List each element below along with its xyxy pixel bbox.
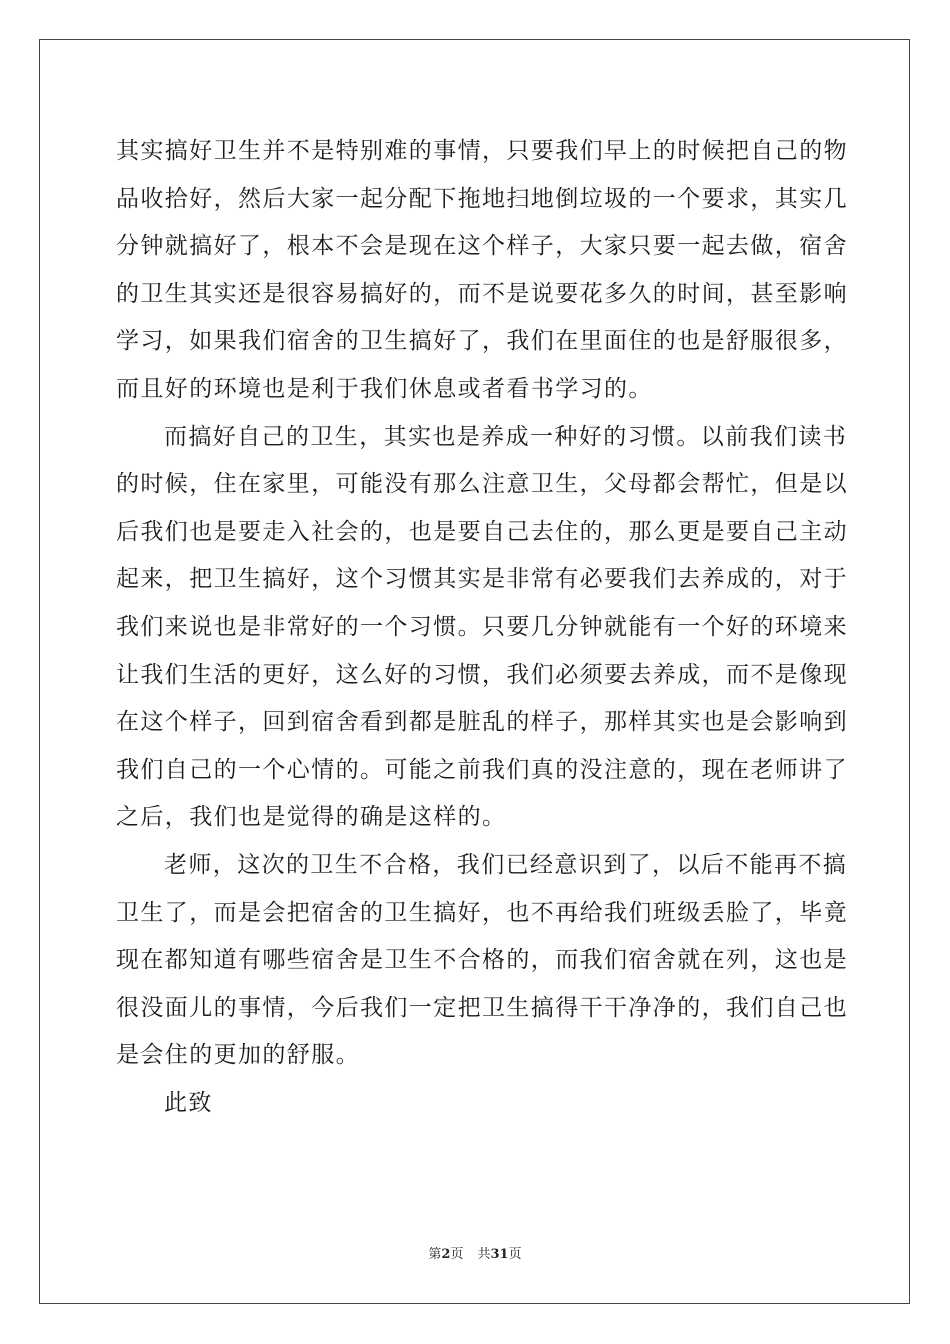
text-line: 我们来说也是非常好的一个习惯。只要几分钟就能有一个好的环境来	[116, 613, 848, 640]
page-suffix: 页	[450, 1247, 464, 1262]
page-current: 2	[441, 1247, 451, 1262]
text-line: 品收拾好，然后大家一起分配下拖地扫地倒垃圾的一个要求，其实几	[116, 185, 848, 212]
page-prefix: 第	[428, 1247, 442, 1262]
text-line: 卫生了，而是会把宿舍的卫生搞好，也不再给我们班级丢脸了，毕竟	[116, 899, 848, 926]
text-line: 很没面儿的事情，今后我们一定把卫生搞得干干净净的，我们自己也	[116, 994, 848, 1021]
text-line: 其实搞好卫生并不是特别难的事情，只要我们早上的时候把自己的物	[116, 138, 848, 164]
paragraph-first-line: 而搞好自己的卫生，其实也是养成一种好的习惯。以前我们读书	[164, 423, 848, 450]
text-line: 是会住的更加的舒服。	[116, 1042, 360, 1069]
total-suffix: 页	[508, 1247, 522, 1262]
text-line: 我们自己的一个心情的。可能之前我们真的没注意的，现在老师讲了	[116, 756, 848, 783]
text-line: 学习，如果我们宿舍的卫生搞好了，我们在里面住的也是舒服很多，	[116, 328, 848, 355]
page-footer	[0, 1246, 950, 1264]
page-total: 31	[490, 1247, 509, 1262]
text-line: 的时候，住在家里，可能没有那么注意卫生，父母都会帮忙，但是以	[116, 471, 848, 498]
text-line: 而且好的环境也是利于我们休息或者看书学习的。	[116, 375, 653, 402]
letter-body	[116, 128, 848, 1127]
text-line: 现在都知道有哪些宿舍是卫生不合格的，而我们宿舍就在列，这也是	[116, 947, 848, 974]
paragraph-first-line: 老师，这次的卫生不合格，我们已经意识到了，以后不能再不搞	[164, 851, 848, 878]
text-line: 之后，我们也是觉得的确是这样的。	[116, 804, 507, 831]
text-line: 让我们生活的更好，这么好的习惯，我们必须要去养成，而不是像现	[116, 661, 848, 688]
text-line: 分钟就搞好了，根本不会是现在这个样子，大家只要一起去做，宿舍	[116, 233, 848, 260]
text-line: 后我们也是要走入社会的，也是要自己去住的，那么更是要自己主动	[116, 518, 848, 545]
closing-salutation: 此致	[164, 1089, 213, 1116]
text-line: 的卫生其实还是很容易搞好的，而不是说要花多久的时间，甚至影响	[116, 280, 848, 307]
text-line: 在这个样子，回到宿舍看到都是脏乱的样子，那样其实也是会影响到	[116, 709, 848, 736]
text-line: 起来，把卫生搞好，这个习惯其实是非常有必要我们去养成的，对于	[116, 566, 848, 593]
total-prefix: 共	[477, 1247, 491, 1262]
